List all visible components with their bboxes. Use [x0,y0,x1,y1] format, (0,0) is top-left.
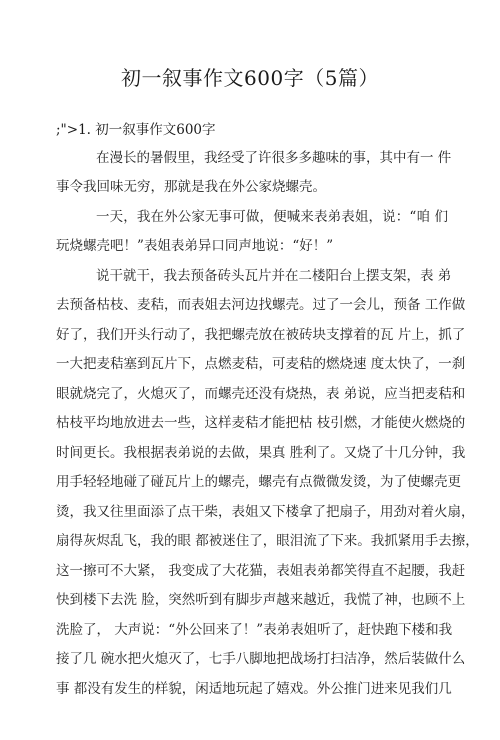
paragraph-line: 在漫长的暑假里，我经受了许很多多趣味的事，其中有一 件 [96,150,452,166]
paragraph-line: 事 都没有发生的样貌，闲适地玩起了嬉戏。外公推门进来见我们几 [56,681,452,697]
paragraph-line: 时间更长。我根据表弟说的去做，果真 胜利了。又烧了十几分钟，我 [56,445,466,461]
paragraph-line: 接了几 碗水把火熄灭了，七手八脚地把战场打扫洁净，然后装做什么 [56,651,466,667]
paragraph-line: 好了，我们开头行动了，我把螺壳放在被砖块支撑着的瓦 片上，抓了 [56,327,466,343]
paragraph-line: 快到楼下去洗 脸，突然听到有脚步声越来越近，我慌了神，也顾不上 [56,592,466,608]
paragraph-line: 去预备枯枝、麦秸，而表姐去河边找螺壳。过了一会儿，预备 工作做 [56,297,466,313]
paragraph-line: 眼就烧完了，火熄灭了，而螺壳还没有烧热，表 弟说，应当把麦秸和 [56,386,466,402]
paragraph-line: 说干就干，我去预备砖头瓦片并在二楼阳台上摆支架，表 弟 [96,268,452,284]
paragraph-line: 玩烧螺壳吧！”表姐表弟异口同声地说：“好！” [56,238,334,254]
paragraph-line: 扇得灰烬乱飞，我的眼 都被迷住了，眼泪流了下来。我抓紧用手去擦， [56,533,479,549]
paragraph-line: 一天，我在外公家无事可做，便喊来表弟表姐，说：“咱 们 [96,209,448,225]
page-title: 初一叙事作文600字（5篇） [121,66,379,90]
paragraph-line: 一大把麦秸塞到瓦片下，点燃麦秸，可麦秸的燃烧速 度太快了，一刹 [56,356,466,372]
paragraph-line: 烫，我又往里面添了点干柴，表姐又下楼拿了把扇子，用劲对着火扇， [56,504,475,520]
paragraph-line: 枯枝平均地放进去一些，这样麦秸才能把枯 枝引燃，才能使火燃烧的 [56,415,466,431]
paragraph-line: 洗脸了， 大声说：“外公回来了！”表弟表姐听了，赶快跑下楼和我 [56,622,453,638]
paragraph-line: 这一擦可不大紧， 我变成了大花猫，表姐表弟都笑得直不起腰，我赶 [56,563,466,579]
paragraph-line: 事令我回味无穷，那就是我在外公家烧螺壳。 [56,179,326,195]
section-heading: ;">1. 初一叙事作文600字 [56,122,216,138]
paragraph-line: 用手轻轻地碰了碰瓦片上的螺壳，螺壳有点微微发烫，为了使螺壳更 [56,474,461,490]
